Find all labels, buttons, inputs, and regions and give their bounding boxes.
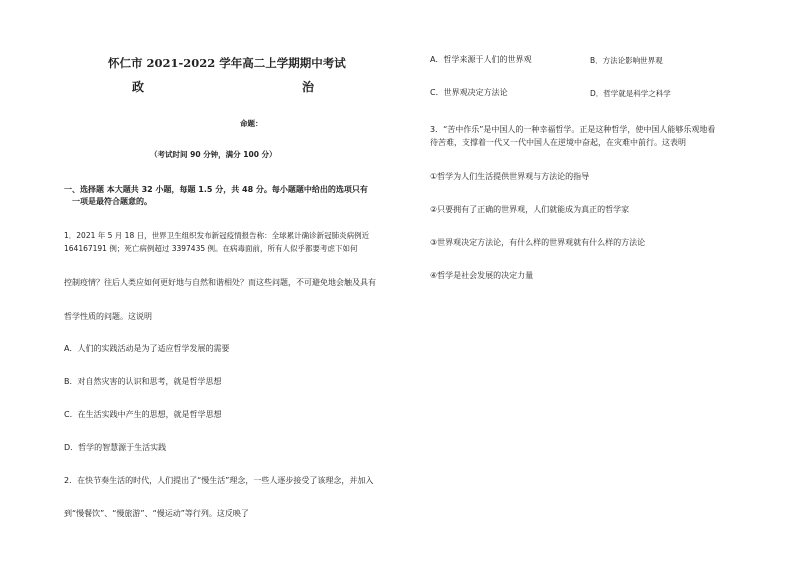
- proposer-label: 命题：: [240, 119, 263, 128]
- q3-stem-line2: 待苦难，支撑着一代又一代中国人在逆境中奋起，在灾难中前行。这表明: [430, 138, 686, 147]
- q2-stem-line1: 2．在快节奏生活的时代，人们提出了“慢生活”理念，一些人逐步接受了该理念，并加入: [64, 476, 374, 485]
- q3-option-4: ④哲学是社会发展的决定力量: [430, 271, 534, 280]
- section1-heading-cont: 一项是最符合题意的。: [72, 197, 152, 206]
- q3-option-3: ③世界观决定方法论，有什么样的世界观就有什么样的方法论: [430, 238, 646, 247]
- q2-option-b: B．方法论影响世界观: [590, 56, 663, 65]
- q1-stem-line1: 1．2021 年 5 月 18 日，世界卫生组织发布新冠疫情报告称：全球累计确诊新冠肺炎病例近: [64, 231, 370, 240]
- q2-option-a: A．哲学来源于人们的世界观: [430, 55, 532, 64]
- q3-option-1: ①哲学为人们生活提供世界观与方法论的指导: [430, 172, 590, 181]
- q1-stem-line2: 164167191 例；死亡病例超过 3397435 例。在病毒面前，所有人似乎都要考虑下如何: [64, 244, 358, 253]
- exam-info: （考试时间 90 分钟，满分 100 分）: [150, 150, 277, 159]
- q1-stem-line4: 哲学性质的问题。这说明: [64, 312, 152, 321]
- q3-option-2: ②只要拥有了正确的世界观，人们就能成为真正的哲学家: [430, 205, 630, 214]
- q1-option-a: A．人们的实践活动是为了适应哲学发展的需要: [64, 344, 230, 353]
- subject-char-1: 政: [132, 80, 145, 94]
- q2-stem-line2: 到“慢餐饮”、“慢旅游”、“慢运动”等行列。这反映了: [64, 509, 249, 518]
- q1-stem-line3: 控制疫情？往后人类应如何更好地与自然和谐相处？而这些问题，不可避免地会触及具有: [64, 278, 376, 287]
- q2-option-d: D．哲学就是科学之科学: [590, 89, 671, 98]
- q1-option-b: B．对自然灾害的认识和思考，就是哲学思想: [64, 377, 222, 386]
- section1-heading: 一、选择题 本大题共 32 小题，每题 1.5 分，共 48 分。每小题题中给出的选项只有: [64, 185, 368, 194]
- exam-title: 怀仁市 2021-2022 学年高二上学期期中考试: [108, 56, 346, 70]
- q1-option-c: C．在生活实践中产生的思想，就是哲学思想: [64, 410, 222, 419]
- q1-option-d: D．哲学的智慧源于生活实践: [64, 443, 167, 452]
- q3-stem-line1: 3．“苦中作乐”是中国人的一种幸福哲学。正是这种哲学，使中国人能够乐观地看: [430, 125, 716, 134]
- q2-option-c: C．世界观决定方法论: [430, 88, 508, 97]
- subject-char-2: 治: [302, 80, 315, 94]
